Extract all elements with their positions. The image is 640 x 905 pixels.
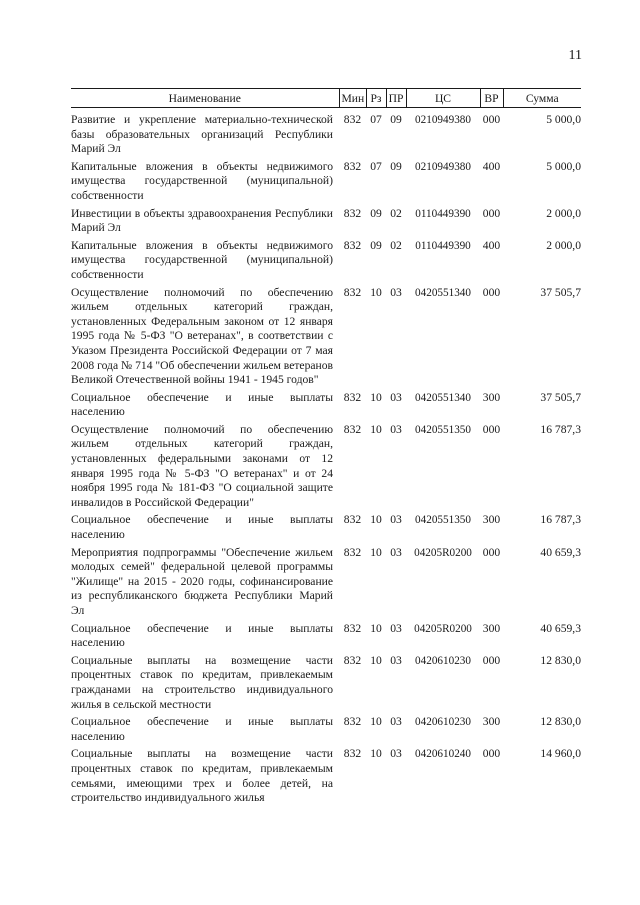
row-sum: 2 000,0	[546, 206, 581, 220]
row-pr: 02	[390, 206, 402, 220]
row-name: Развитие и укрепление материально-технической базы образовательных организаций Республики Марий Эл	[71, 113, 333, 156]
row-vr: 300	[482, 715, 501, 729]
row-vr: 000	[482, 285, 501, 299]
table-row	[71, 108, 581, 160]
row-cs: 0420610230	[415, 716, 471, 729]
row-vr: 000	[482, 653, 501, 667]
table-row	[71, 546, 581, 622]
row-sum: 14 960,0	[540, 747, 581, 761]
row-rz: 09	[370, 206, 382, 220]
row-pr: 02	[390, 238, 402, 252]
header-pr: ПР	[386, 89, 406, 108]
header-row	[71, 89, 581, 108]
row-vr: 400	[482, 159, 501, 173]
row-cs: 0420610230	[415, 654, 471, 667]
header-cs: ЦС	[406, 89, 480, 108]
table-row	[71, 622, 581, 654]
row-pr: 03	[390, 390, 402, 404]
row-vr: 400	[482, 238, 501, 252]
header-sum: Сумма	[503, 89, 581, 108]
row-cs: 0420551340	[415, 286, 471, 299]
table-row	[71, 423, 581, 514]
row-sum: 12 830,0	[540, 715, 581, 729]
row-rz: 07	[370, 113, 382, 126]
row-cs: 0420551340	[415, 391, 471, 404]
row-sum: 37 505,7	[540, 285, 581, 299]
row-pr: 03	[390, 653, 402, 667]
row-sum: 12 830,0	[540, 653, 581, 667]
row-sum: 16 787,3	[540, 422, 581, 436]
row-rz: 09	[370, 238, 382, 252]
row-min: 832	[343, 238, 362, 252]
row-vr: 300	[482, 621, 501, 635]
table-row	[71, 207, 581, 239]
row-pr: 03	[390, 621, 402, 635]
row-vr: 000	[482, 747, 501, 761]
row-min: 832	[343, 545, 362, 559]
row-rz: 10	[370, 653, 382, 667]
table-row	[71, 286, 581, 391]
row-vr: 000	[482, 422, 501, 436]
table-row	[71, 160, 581, 207]
row-cs: 0420551350	[415, 423, 471, 436]
row-name: Социальное обеспечение и иные выплаты населению	[71, 715, 333, 743]
row-sum: 5 000,0	[546, 113, 581, 126]
row-rz: 07	[370, 159, 382, 173]
row-min: 832	[343, 159, 362, 173]
row-min: 832	[343, 422, 362, 436]
row-rz: 10	[370, 747, 382, 761]
row-pr: 03	[390, 715, 402, 729]
row-name: Капитальные вложения в объекты недвижимого имущества государственной (муниципальной) собственности	[71, 238, 333, 281]
header-name: Наименование	[71, 89, 339, 108]
row-rz: 10	[370, 513, 382, 527]
table-row	[71, 513, 581, 545]
row-sum: 40 659,3	[540, 621, 581, 635]
row-name: Социальные выплаты на возмещение части процентных ставок по кредитам, привлекаемым гражданами на строительство индивидуального жилья в сельской местности	[71, 653, 333, 711]
row-min: 832	[343, 715, 362, 729]
row-cs: 0420610240	[415, 748, 471, 761]
header-vr: ВР	[480, 89, 503, 108]
row-min: 832	[343, 206, 362, 220]
row-rz: 10	[370, 621, 382, 635]
row-name: Социальные выплаты на возмещение части процентных ставок по кредитам, привлекаемым семьями, имеющими трех и более детей, на строительство индивидуального жилья	[71, 747, 333, 805]
row-cs: 04205R0200	[414, 546, 472, 559]
row-cs: 0110449390	[415, 239, 471, 252]
table-row	[71, 239, 581, 286]
row-name: Осуществление полномочий по обеспечению жильем отдельных категорий граждан, установленных федеральными законами от 12 января 1995 года № 5-ФЗ "О ветеранах" и от 24 ноября 1995 года № 181-ФЗ "О социальной защите инвалидов в Российской Федерации"	[71, 422, 333, 509]
row-rz: 10	[370, 422, 382, 436]
row-pr: 03	[390, 285, 402, 299]
row-name: Социальное обеспечение и иные выплаты населению	[71, 513, 333, 542]
row-rz: 10	[370, 285, 382, 299]
row-name: Инвестиции в объекты здравоохранения Республики Марий Эл	[71, 206, 333, 235]
row-min: 832	[343, 747, 362, 761]
row-rz: 10	[370, 715, 382, 729]
row-rz: 10	[370, 390, 382, 404]
row-pr: 03	[390, 545, 402, 559]
row-min: 832	[343, 285, 362, 299]
row-min: 832	[343, 621, 362, 635]
row-cs: 0210949380	[415, 160, 471, 173]
row-rz: 10	[370, 545, 382, 559]
row-min: 832	[343, 390, 362, 404]
row-sum: 5 000,0	[546, 159, 581, 173]
table-row	[71, 391, 581, 423]
row-name: Социальное обеспечение и иные выплаты населению	[71, 390, 333, 419]
row-pr: 03	[390, 422, 402, 436]
budget-table	[71, 88, 581, 809]
row-sum: 40 659,3	[540, 545, 581, 559]
row-vr: 000	[482, 113, 501, 126]
row-pr: 03	[390, 513, 402, 527]
row-pr: 09	[390, 113, 402, 126]
row-vr: 300	[482, 390, 501, 404]
row-sum: 2 000,0	[546, 238, 581, 252]
table-row	[71, 654, 581, 715]
row-name: Осуществление полномочий по обеспечению жильем отдельных категорий граждан, установленных Федеральным законом от 12 января 1995 года № 5-ФЗ "О ветеранах", в соответствии с Указом Президента Российской Федерации от 7 мая 2008 года № 714 "Об обеспечении жильем ветеранов Великой Отечественной войны 1941 - 1945 годов"	[71, 285, 333, 387]
row-cs: 04205R0200	[414, 622, 472, 635]
row-vr: 000	[482, 206, 501, 220]
row-name: Мероприятия подпрограммы "Обеспечение жильем молодых семей" федеральной целевой программы "Жилище" на 2015 - 2020 годы, софинансирование из республиканского бюджета Республики Марий Эл	[71, 545, 333, 617]
row-pr: 03	[390, 747, 402, 761]
row-min: 832	[343, 653, 362, 667]
row-sum: 37 505,7	[540, 390, 581, 404]
row-name: Капитальные вложения в объекты недвижимого имущества государственной (муниципальной) собственности	[71, 159, 333, 202]
row-cs: 0110449390	[415, 207, 471, 220]
header-min: Мин	[339, 89, 366, 108]
row-cs: 0420551350	[415, 514, 471, 527]
page-number: 11	[568, 48, 582, 63]
table-row	[71, 715, 581, 747]
row-name: Социальное обеспечение и иные выплаты населению	[71, 621, 333, 650]
row-sum: 16 787,3	[540, 513, 581, 527]
row-vr: 000	[482, 545, 501, 559]
row-vr: 300	[482, 513, 501, 527]
header-rz: Рз	[366, 89, 386, 108]
row-cs: 0210949380	[415, 114, 471, 126]
row-min: 832	[343, 513, 362, 527]
row-pr: 09	[390, 159, 402, 173]
table-row	[71, 747, 581, 808]
row-min: 832	[343, 113, 362, 126]
